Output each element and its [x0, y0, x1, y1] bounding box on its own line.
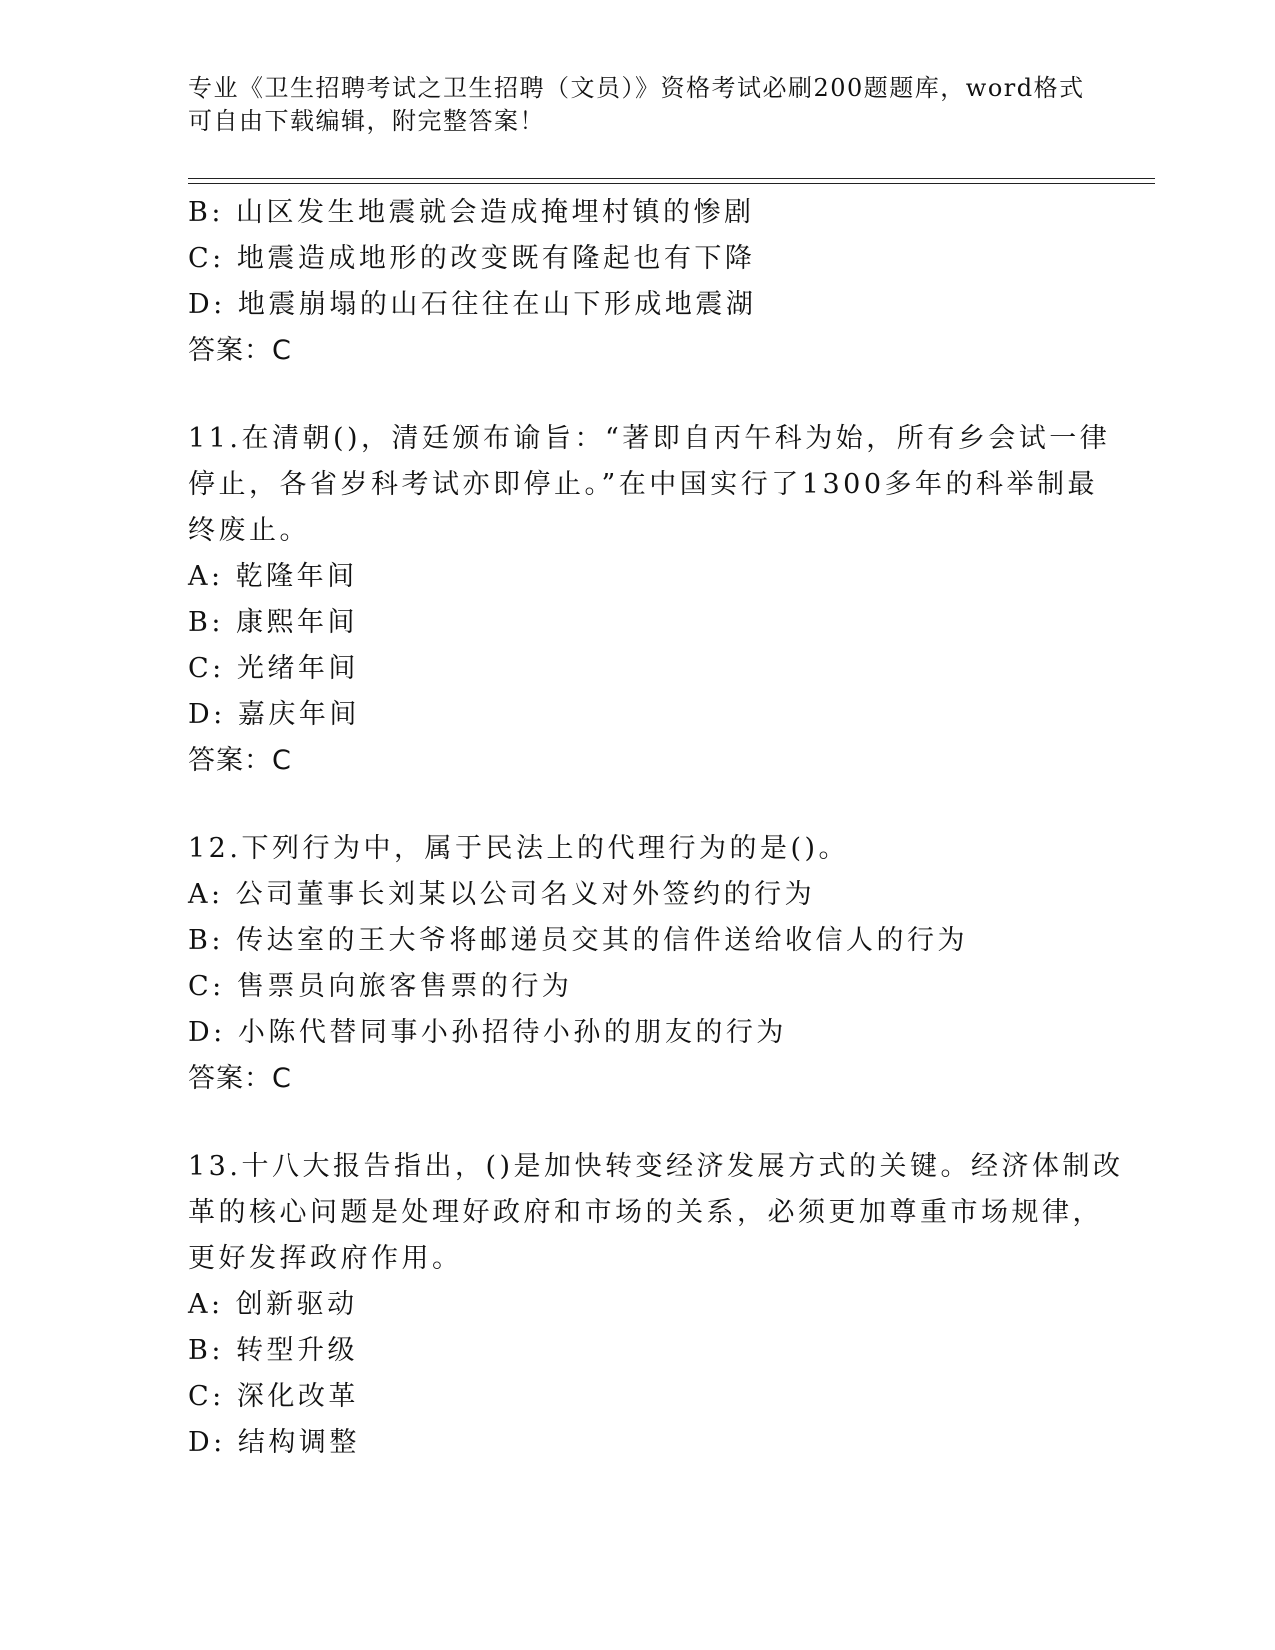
question-stem-line: 终废止。 [188, 515, 310, 546]
option-b: B: 转型升级 [188, 1335, 359, 1366]
option-a: A: 乾隆年间 [188, 561, 358, 592]
question-stem-line: 更好发挥政府作用。 [188, 1243, 463, 1274]
question-stem-line: 停止，各省岁科考试亦即停止。”在中国实行了1300多年的科举制最 [188, 469, 1099, 500]
answer: 答案：C [188, 1063, 292, 1094]
answer: 答案：C [188, 745, 292, 776]
question-list [188, 190, 1124, 1466]
question-stem-line: 13.十八大报告指出，()是加快转变经济发展方式的关键。经济体制改 [188, 1151, 1124, 1182]
question-spacer [188, 784, 1088, 826]
option-d: D: 地震崩塌的山石往往在山下形成地震湖 [188, 289, 757, 320]
question-13 [188, 1144, 1124, 1466]
document-header [188, 72, 1088, 138]
option-c: C: 售票员向旅客售票的行为 [188, 971, 573, 1002]
option-c: C: 地震造成地形的改变既有隆起也有下降 [188, 243, 756, 274]
question-stem-line: 11.在清朝()，清廷颁布谕旨：“著即自丙午科为始，所有乡会试一律 [188, 423, 1111, 454]
header-divider-top [188, 178, 1155, 179]
option-c: C: 光绪年间 [188, 653, 359, 684]
option-a: A: 公司董事长刘某以公司名义对外签约的行为 [188, 879, 816, 910]
option-b: B: 康熙年间 [188, 607, 359, 638]
header-line-2: 可自由下载编辑，附完整答案！ [188, 107, 545, 135]
option-d: D: 小陈代替同事小孙招待小孙的朋友的行为 [188, 1017, 787, 1048]
question-12 [188, 826, 1088, 1102]
option-a: A: 创新驱动 [188, 1289, 358, 1320]
question-stem-line: 革的核心问题是处理好政府和市场的关系，必须更加尊重市场规律， [188, 1197, 1103, 1228]
answer: 答案：C [188, 335, 292, 366]
option-c: C: 深化改革 [188, 1381, 359, 1412]
question-spacer [188, 1102, 1088, 1144]
option-d: D: 嘉庆年间 [188, 699, 360, 730]
question-spacer [188, 374, 1088, 416]
option-d: D: 结构调整 [188, 1427, 360, 1458]
question-10-fragment [188, 190, 1088, 374]
question-11 [188, 416, 1111, 784]
question-stem-line: 12.下列行为中，属于民法上的代理行为的是()。 [188, 833, 850, 864]
option-b: B: 山区发生地震就会造成掩埋村镇的惨剧 [188, 197, 755, 228]
option-b: B: 传达室的王大爷将邮递员交其的信件送给收信人的行为 [188, 925, 969, 956]
header-divider-bottom [188, 183, 1155, 184]
header-line-1: 专业《卫生招聘考试之卫生招聘（文员）》资格考试必刷200题题库，word格式 [188, 74, 1085, 102]
